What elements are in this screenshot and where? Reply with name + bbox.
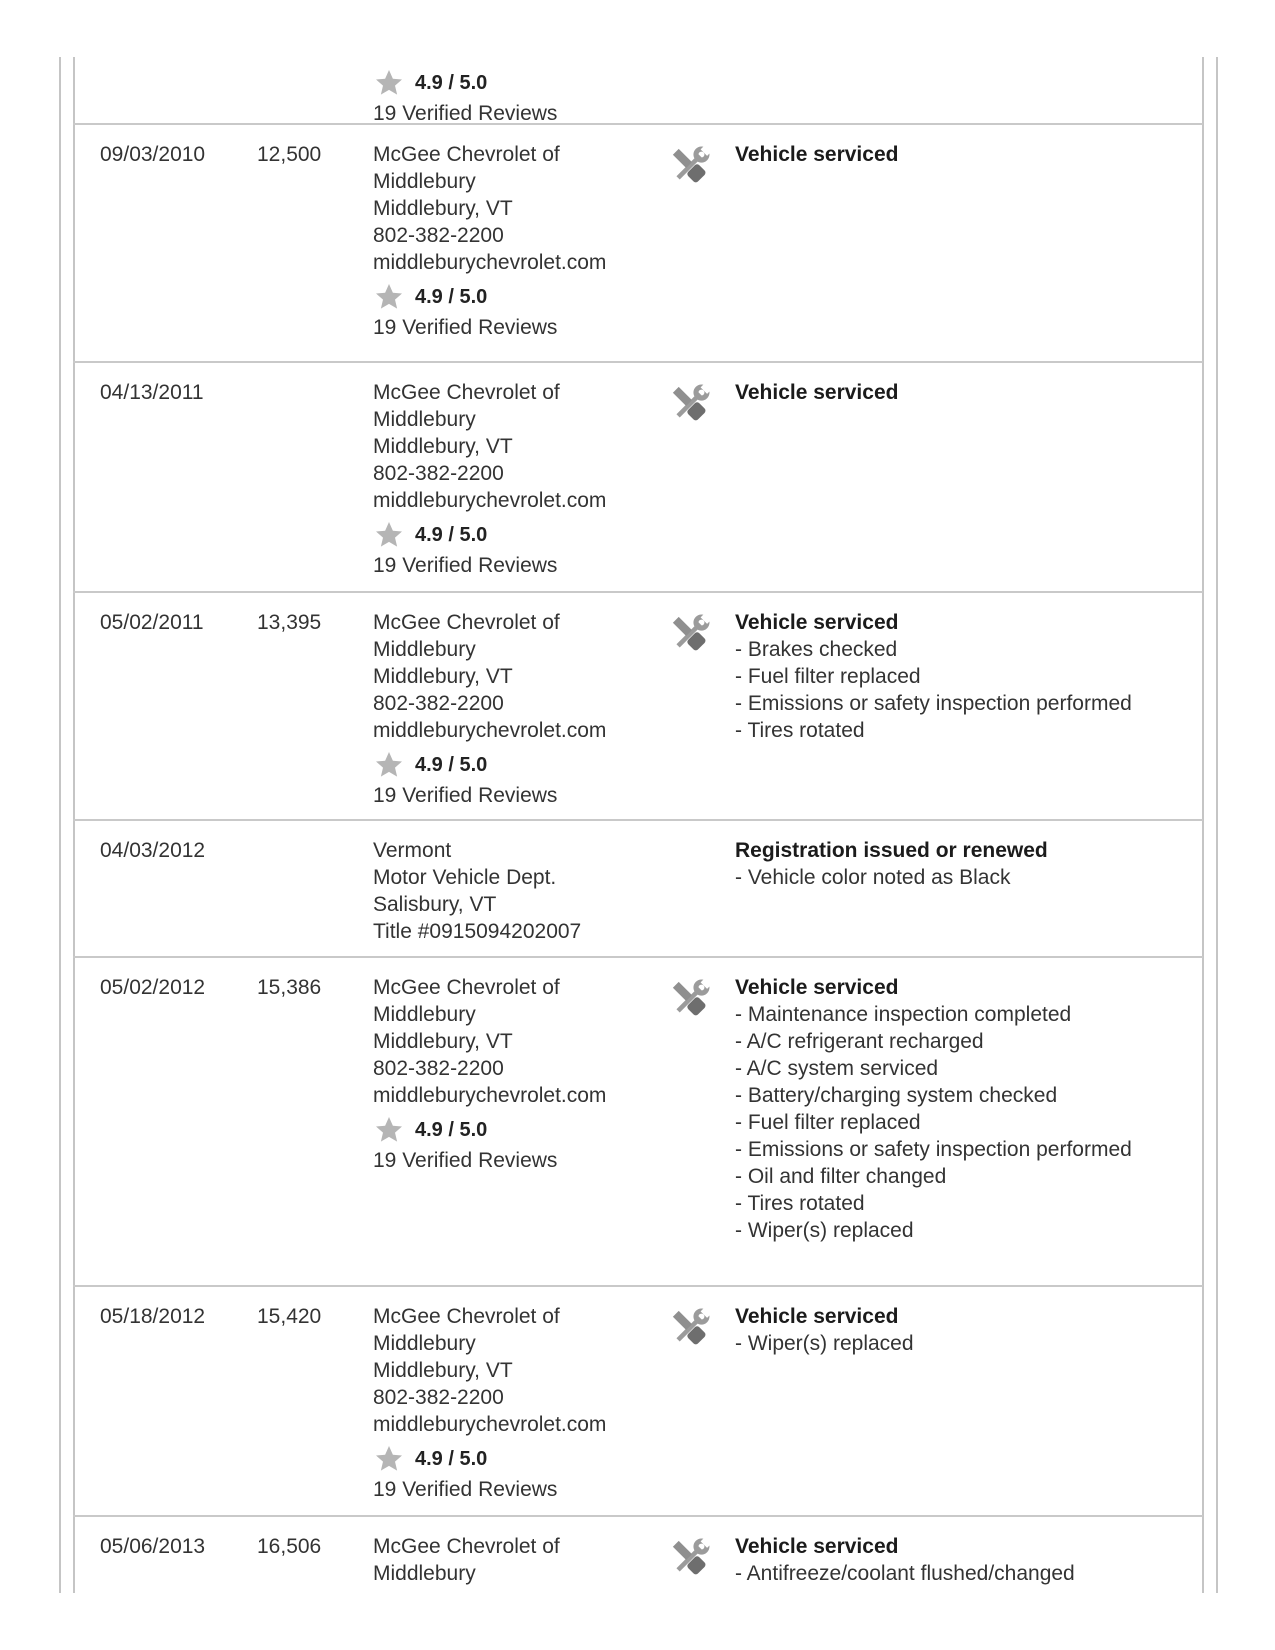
tools-icon xyxy=(668,1536,712,1580)
service-location xyxy=(373,141,668,361)
source-line: middleburychevrolet.com xyxy=(373,1413,607,1436)
source-line: Middlebury, VT xyxy=(373,435,513,458)
service-location xyxy=(373,1303,668,1515)
rating-score: 4.9 / 5.0 xyxy=(415,285,488,308)
dealer-rating xyxy=(373,66,668,125)
source-address xyxy=(373,1303,668,1438)
source-line: Title #0915094202007 xyxy=(373,920,582,943)
event-detail-item: - Wiper(s) replaced xyxy=(735,1219,914,1242)
verified-reviews: 19 Verified Reviews xyxy=(373,554,558,577)
event-icon-cell xyxy=(668,141,735,361)
history-row xyxy=(73,1287,1203,1517)
source-line: 802-382-2200 xyxy=(373,1057,504,1080)
star-icon xyxy=(373,68,405,98)
source-line: Middlebury xyxy=(373,638,476,661)
odometer-reading xyxy=(257,837,373,956)
event-title: Vehicle serviced xyxy=(735,1305,899,1328)
page-left-outer-border xyxy=(59,57,61,1593)
source-line: 802-382-2200 xyxy=(373,462,504,485)
history-row xyxy=(73,363,1203,593)
dealer-rating xyxy=(373,1113,668,1174)
odometer-reading xyxy=(257,379,373,591)
event-title: Vehicle serviced xyxy=(735,381,899,404)
source-address xyxy=(373,974,668,1109)
odometer-reading: 15,386 xyxy=(257,976,322,999)
event-icon-cell xyxy=(668,379,735,591)
odometer-reading: 13,395 xyxy=(257,611,322,634)
event-date: 09/03/2010 xyxy=(100,143,206,166)
source-line: McGee Chevrolet of xyxy=(373,611,560,634)
verified-reviews: 19 Verified Reviews xyxy=(373,316,558,339)
source-line: middleburychevrolet.com xyxy=(373,251,607,274)
event-date xyxy=(100,62,257,125)
event-detail-item: - A/C refrigerant recharged xyxy=(735,1030,984,1053)
verified-reviews: 19 Verified Reviews xyxy=(373,102,558,125)
odometer-reading: 16,506 xyxy=(257,1535,322,1558)
rating-score: 4.9 / 5.0 xyxy=(415,1447,488,1470)
source-line: Middlebury, VT xyxy=(373,665,513,688)
source-line: Middlebury xyxy=(373,1562,476,1585)
event-description xyxy=(735,62,1191,125)
star-icon xyxy=(373,1115,405,1145)
event-description xyxy=(735,974,1191,1285)
tools-icon xyxy=(668,612,712,656)
event-title: Vehicle serviced xyxy=(735,611,899,634)
event-description xyxy=(735,1533,1191,1593)
event-icon-cell xyxy=(668,974,735,1285)
service-location xyxy=(373,379,668,591)
event-date: 04/13/2011 xyxy=(100,381,204,404)
odometer-reading: 15,420 xyxy=(257,1305,322,1328)
event-icon-cell xyxy=(668,837,735,956)
event-detail-item: - Tires rotated xyxy=(735,1192,865,1215)
event-title: Vehicle serviced xyxy=(735,143,899,166)
event-icon-cell xyxy=(668,62,735,125)
event-date: 05/06/2013 xyxy=(100,1535,206,1558)
event-detail-item: - Fuel filter replaced xyxy=(735,665,921,688)
event-date: 05/18/2012 xyxy=(100,1305,206,1328)
service-location xyxy=(373,1533,668,1593)
odometer-reading xyxy=(257,62,373,125)
odometer-reading: 12,500 xyxy=(257,143,322,166)
source-line: Middlebury xyxy=(373,170,476,193)
history-row xyxy=(73,57,1203,125)
event-icon-cell xyxy=(668,1533,735,1593)
event-detail-item: - Antifreeze/coolant flushed/changed xyxy=(735,1562,1075,1585)
source-line: middleburychevrolet.com xyxy=(373,489,607,512)
source-line: Motor Vehicle Dept. xyxy=(373,866,557,889)
dealer-rating xyxy=(373,280,668,341)
tools-icon xyxy=(668,1306,712,1350)
event-description xyxy=(735,609,1191,819)
event-icon-cell xyxy=(668,609,735,819)
source-line: McGee Chevrolet of xyxy=(373,1535,560,1558)
source-line: Middlebury, VT xyxy=(373,197,513,220)
rating-score: 4.9 / 5.0 xyxy=(415,1118,488,1141)
source-line: McGee Chevrolet of xyxy=(373,1305,560,1328)
service-location xyxy=(373,837,668,956)
verified-reviews: 19 Verified Reviews xyxy=(373,1478,558,1501)
star-icon xyxy=(373,520,405,550)
event-detail-item: - A/C system serviced xyxy=(735,1057,939,1080)
star-icon xyxy=(373,1444,405,1474)
source-address xyxy=(373,1533,668,1587)
event-detail-item: - Oil and filter changed xyxy=(735,1165,947,1188)
source-line: Salisbury, VT xyxy=(373,893,497,916)
history-row xyxy=(73,593,1203,821)
event-detail-item: - Wiper(s) replaced xyxy=(735,1332,914,1355)
event-detail-item: - Brakes checked xyxy=(735,638,898,661)
source-line: Middlebury, VT xyxy=(373,1359,513,1382)
event-detail-item: - Tires rotated xyxy=(735,719,865,742)
source-line: McGee Chevrolet of xyxy=(373,976,560,999)
event-detail-item: - Maintenance inspection completed xyxy=(735,1003,1072,1026)
source-address xyxy=(373,609,668,744)
event-title: Vehicle serviced xyxy=(735,1535,899,1558)
event-detail-item: - Fuel filter replaced xyxy=(735,1111,921,1134)
event-detail-item: - Vehicle color noted as Black xyxy=(735,866,1011,889)
source-line: Middlebury xyxy=(373,1003,476,1026)
tools-icon xyxy=(668,144,712,188)
event-detail-item: - Emissions or safety inspection performed xyxy=(735,1138,1132,1161)
star-icon xyxy=(373,282,405,312)
service-location xyxy=(373,609,668,819)
source-address xyxy=(373,837,668,945)
history-row xyxy=(73,125,1203,363)
source-line: Vermont xyxy=(373,839,452,862)
event-date: 05/02/2012 xyxy=(100,976,206,999)
event-description xyxy=(735,837,1191,956)
event-description xyxy=(735,379,1191,591)
source-line: McGee Chevrolet of xyxy=(373,381,560,404)
rating-score: 4.9 / 5.0 xyxy=(415,753,488,776)
rating-score: 4.9 / 5.0 xyxy=(415,71,488,94)
event-icon-cell xyxy=(668,1303,735,1515)
event-detail-list xyxy=(735,636,1191,744)
dealer-rating xyxy=(373,1442,668,1503)
source-line: McGee Chevrolet of xyxy=(373,143,560,166)
history-row xyxy=(73,821,1203,958)
tools-icon xyxy=(668,977,712,1021)
source-address xyxy=(373,379,668,514)
source-line: Middlebury xyxy=(373,408,476,431)
history-row xyxy=(73,1517,1203,1593)
history-table xyxy=(73,57,1203,1593)
dealer-rating xyxy=(373,518,668,579)
event-detail-list xyxy=(735,1001,1191,1244)
source-line: 802-382-2200 xyxy=(373,224,504,247)
dealer-rating xyxy=(373,748,668,809)
source-address xyxy=(373,141,668,276)
source-line: middleburychevrolet.com xyxy=(373,719,607,742)
page-right-outer-border xyxy=(1216,57,1218,1593)
service-location xyxy=(373,62,668,125)
verified-reviews: 19 Verified Reviews xyxy=(373,1149,558,1172)
event-detail-item: - Battery/charging system checked xyxy=(735,1084,1058,1107)
source-line: Middlebury, VT xyxy=(373,1030,513,1053)
event-detail-item: - Emissions or safety inspection performed xyxy=(735,692,1132,715)
event-description xyxy=(735,141,1191,361)
event-description xyxy=(735,1303,1191,1515)
rating-score: 4.9 / 5.0 xyxy=(415,523,488,546)
tools-icon xyxy=(668,382,712,426)
star-icon xyxy=(373,750,405,780)
event-date: 05/02/2011 xyxy=(100,611,204,634)
event-detail-list xyxy=(735,1330,1191,1357)
event-title: Registration issued or renewed xyxy=(735,839,1048,862)
event-detail-list xyxy=(735,1560,1191,1587)
service-location xyxy=(373,974,668,1285)
event-title: Vehicle serviced xyxy=(735,976,899,999)
source-line: Middlebury xyxy=(373,1332,476,1355)
source-line: 802-382-2200 xyxy=(373,692,504,715)
source-line: middleburychevrolet.com xyxy=(373,1084,607,1107)
verified-reviews: 19 Verified Reviews xyxy=(373,784,558,807)
history-row xyxy=(73,958,1203,1287)
source-line: 802-382-2200 xyxy=(373,1386,504,1409)
event-detail-list xyxy=(735,864,1191,891)
event-date: 04/03/2012 xyxy=(100,839,206,862)
